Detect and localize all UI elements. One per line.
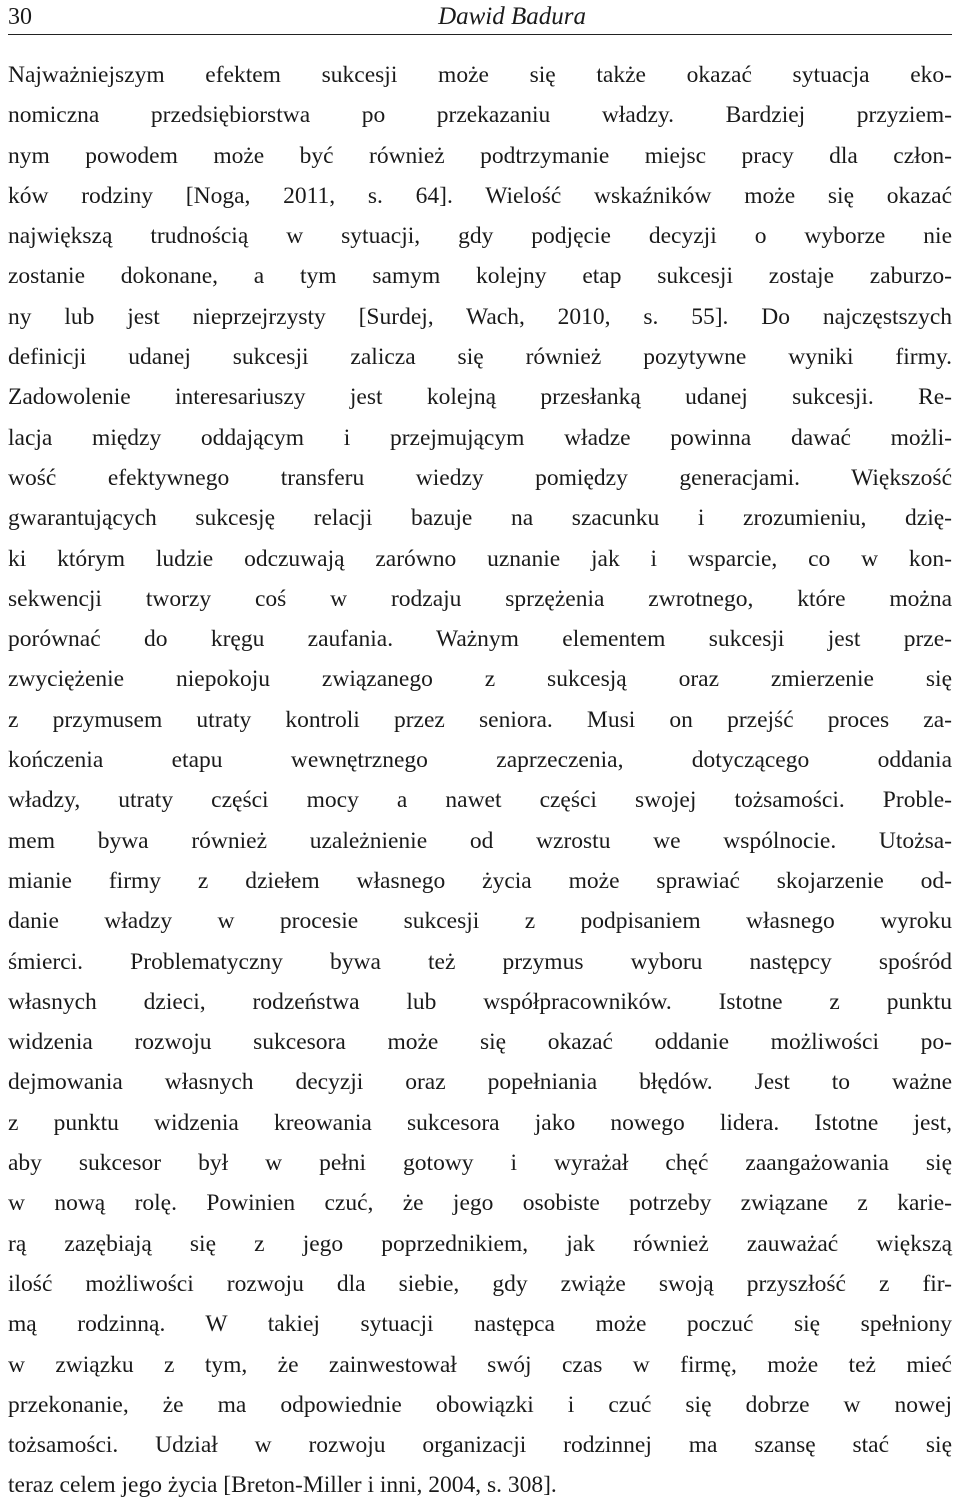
text-line: wość efektywnego transferu wiedzy pomiędzy generacjami. Większość: [8, 464, 952, 491]
text-line: mem bywa również uzależnienie od wzrostu we wspólnocie. Utożsa-: [8, 827, 952, 854]
text-line: lacja między oddającym i przejmującym władze powinna dawać możli-: [8, 424, 952, 451]
page-number: 30: [8, 4, 32, 30]
text-line: ny lub jest nieprzejrzysty [Surdej, Wach, 2010, s. 55]. Do najczęstszych: [8, 303, 952, 330]
text-line: tożsamości. Udział w rozwoju organizacji rodzinnej ma szansę stać się: [8, 1432, 952, 1459]
text-line: ków rodziny [Noga, 2011, s. 64]. Wielość wskaźników może się okazać: [8, 182, 952, 209]
text-line: największą trudnością w sytuacji, gdy podjęcie decyzji o wyborze nie: [8, 223, 952, 250]
text-line: widzenia rozwoju sukcesora może się okazać oddanie możliwości po-: [8, 1029, 952, 1056]
text-line: przekonanie, że ma odpowiednie obowiązki i czuć się dobrze w nowej: [8, 1391, 952, 1418]
text-line: nym powodem może być również podtrzymanie miejsc pracy dla człon-: [8, 142, 952, 169]
text-line: zostanie dokonane, a tym samym kolejny etap sukcesji zostaje zaburzo-: [8, 263, 952, 290]
text-line: z przymusem utraty kontroli przez seniora. Musi on przejść proces za-: [8, 706, 952, 733]
text-line: aby sukcesor był w pełni gotowy i wyrażał chęć zaangażowania się: [8, 1150, 952, 1177]
text-line: porównać do kręgu zaufania. Ważnym elementem sukcesji jest prze-: [8, 626, 952, 653]
text-line: ki którym ludzie odczuwają zarówno uznanie jak i wsparcie, co w kon-: [8, 545, 952, 572]
text-line: z punktu widzenia kreowania sukcesora jako nowego lidera. Istotne jest,: [8, 1109, 952, 1136]
text-line: gwarantujących sukcesję relacji bazuje na szacunku i zrozumieniu, dzię-: [8, 505, 952, 532]
text-line: własnych dzieci, rodzeństwa lub współpracowników. Istotne z punktu: [8, 988, 952, 1015]
text-line: mą rodzinną. W takiej sytuacji następca może poczuć się spełniony: [8, 1311, 952, 1338]
text-line: kończenia etapu wewnętrznego zaprzeczenia, dotyczącego oddania: [8, 747, 952, 774]
page-header: [8, 0, 952, 35]
text-line: Najważniejszym efektem sukcesji może się także okazać sytuacja eko-: [8, 62, 952, 88]
text-line: dejmowania własnych decyzji oraz popełniania błędów. Jest to ważne: [8, 1069, 952, 1096]
text-line: definicji udanej sukcesji zalicza się również pozytywne wyniki firmy.: [8, 344, 952, 371]
text-line: w związku z tym, że zainwestował swój czas w firmę, może też mieć: [8, 1351, 952, 1378]
text-line: śmierci. Problematyczny bywa też przymus wyboru następcy spośród: [8, 948, 952, 975]
text-line: Zadowolenie interesariuszy jest kolejną przesłanką udanej sukcesji. Re-: [8, 384, 952, 411]
text-line: nomiczna przedsiębiorstwa po przekazaniu władzy. Bardziej przyziem-: [8, 102, 952, 129]
text-line: teraz celem jego życia [Breton-Miller i inni, 2004, s. 308].: [8, 1472, 557, 1499]
text-line: władzy, utraty części mocy a nawet części swojej tożsamości. Proble-: [8, 787, 952, 814]
text-line: w nową rolę. Powinien czuć, że jego osobiste potrzeby związane z karie-: [8, 1190, 952, 1217]
body-paragraph: [8, 55, 952, 1506]
text-line: rą zazębiają się z jego poprzednikiem, jak również zauważać większą: [8, 1230, 952, 1257]
text-line: mianie firmy z dziełem własnego życia może sprawiać skojarzenie od-: [8, 867, 952, 894]
text-line: danie władzy w procesie sukcesji z podpisaniem własnego wyroku: [8, 908, 952, 935]
running-head-author: Dawid Badura: [438, 3, 586, 30]
text-line: ilość możliwości rozwoju dla siebie, gdy zwiąże swoją przyszłość z fir-: [8, 1270, 952, 1297]
text-line: zwyciężenie niepokoju związanego z sukcesją oraz zmierzenie się: [8, 666, 952, 693]
text-line: sekwencji tworzy coś w rodzaju sprzężenia zwrotnego, które można: [8, 585, 952, 612]
